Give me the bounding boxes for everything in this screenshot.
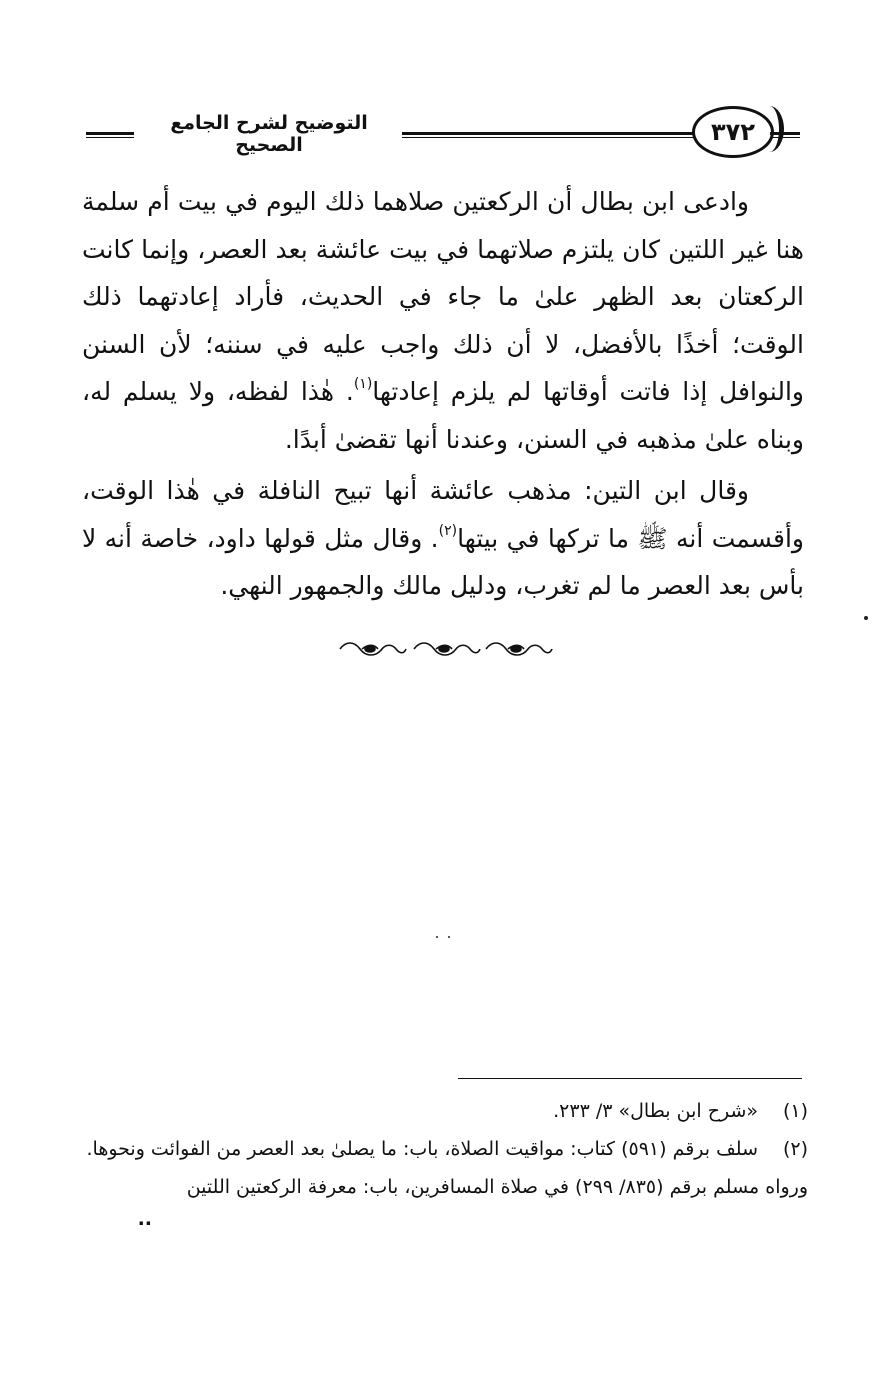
header-rule-left	[86, 132, 134, 138]
footnote-2-continuation: ورواه مسلم برقم (٨٣٥/ ٢٩٩) في صلاة المسافرين، باب: معرفة الركعتين اللتين	[186, 1176, 808, 1198]
footnote-1-number: (١)	[782, 1100, 808, 1122]
paragraph-2	[82, 467, 804, 610]
footnote-1	[82, 1092, 808, 1130]
footnote-ref-1: (١)	[353, 376, 373, 392]
footnote-ref-2: (٢)	[438, 522, 458, 539]
scan-speck	[436, 936, 438, 938]
footnote-2-text: سلف برقم (٥٩١) كتاب: مواقيت الصلاة، باب: ما يصلىٰ بعد العصر من الفوائت ونحوها.	[86, 1138, 758, 1160]
running-header	[80, 96, 800, 166]
paragraph-1	[82, 178, 804, 463]
header-rule-right	[770, 132, 800, 138]
paragraph-1-text-a: وادعى ابن بطال أن الركعتين صلاهما ذلك اليوم في بيت أم سلمة هنا غير اللتين كان يلتزم صلاتهما في بيت عائشة بعد العصر، وإنما كانت الركعتان بعد الظهر علىٰ ما جاء في الحديث، فأراد إعادتهما ذلك الوقت؛ أخذًا بالأفضل، لا أن ذلك واجب عليه في سننه؛ لأن السنن والنوافل إذا فاتت أوقاتها لم يلزم إعادتها	[82, 187, 804, 406]
page-number: ٣٧٢	[692, 106, 774, 158]
footnotes	[82, 1092, 808, 1238]
running-title: التوضيح لشرح الجامع الصحيح	[170, 112, 368, 156]
main-text	[82, 178, 804, 610]
paragraph-2-text-b: . وقال مثل قولها داود، خاصة أنه لا بأس بعد العصر ما لم تغرب، ودليل مالك والجمهور النهي.	[82, 523, 804, 600]
ornament-divider-icon	[336, 638, 556, 660]
paragraph-2-text-a: وقال ابن التين: مذهب عائشة أنها تبيح النافلة في هٰذا الوقت، وأقسمت أنه ﷺ ما تركها في بيتها	[82, 476, 804, 553]
scan-speck	[448, 936, 450, 938]
footnote-2	[82, 1130, 808, 1168]
footnote-1-text: «شرح ابن بطال» ٣/ ٢٣٣.	[553, 1100, 758, 1122]
footnote-separator	[458, 1078, 802, 1079]
paragraph-1-text-b: . هٰذا لفظه، ولا يسلم له، وبناه علىٰ مذهبه في السنن، وعندنا أنها تقضىٰ أبدًا.	[82, 377, 804, 454]
footnote-2-number: (٢)	[782, 1138, 808, 1160]
scan-speck	[864, 616, 868, 620]
ornament-unit-3	[486, 643, 552, 655]
ornament-unit-2	[414, 643, 480, 655]
footnote-2-ellipsis: ..	[137, 1208, 152, 1230]
ornament-unit-1	[340, 643, 406, 655]
